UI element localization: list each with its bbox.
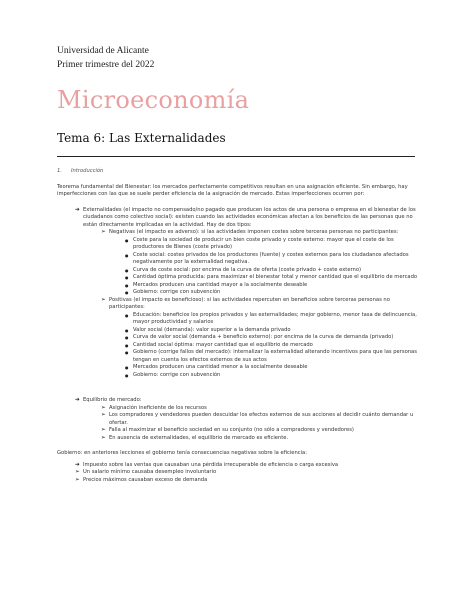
gobierno-paragraph: Gobierno: en anteriores lecciones el gobierno tenía consecuencias negativas sobre la eficiencia: bbox=[57, 450, 307, 456]
list-item: ➢ Los compradores y vendedores pueden descuidar los efectos externos de sus acciones al decidir cuánto demandar u ofertar. bbox=[101, 412, 414, 426]
section-heading bbox=[57, 168, 419, 176]
list-item: ● Coste social: costes privados de los productores (fuente) y costes externos para los ciudadanos afectados negativamente por la externalidad negativa. bbox=[125, 251, 409, 265]
list-item: ● Cantidad social óptima: mayor cantidad que el equilibrio de mercado bbox=[125, 341, 313, 348]
list-item: ● Gobierno (corrige fallos del mercado): internalizar la externalidad alterando incentivos para que las personas tengan en cuenta los efectos externos de sus actos bbox=[125, 349, 417, 363]
section-number: 1. bbox=[57, 168, 62, 174]
arrowhead-icon: ➢ bbox=[75, 469, 80, 475]
list-item: ➢ En ausencia de externalidades, el equilibrio de mercado es eficiente. bbox=[101, 434, 289, 441]
list-item: ➢ Asignación ineficiente de los recursos bbox=[101, 404, 207, 411]
list-item: ➔ Impuesto sobre las ventas que causaban una pérdida irrecuperable de eficiencia o carga excesiva bbox=[75, 461, 339, 468]
bullet-dot-icon: ● bbox=[125, 237, 129, 243]
document-body bbox=[57, 168, 419, 484]
list-item: ➢ Falla al maximizar el beneficio sociedad en su conjunto (no sólo a compradores y vendedores) bbox=[101, 427, 354, 433]
arrowhead-icon: ➢ bbox=[75, 476, 80, 483]
arrow-right-icon: ➔ bbox=[75, 461, 80, 468]
list-item: ● Gobierno: corrige con subvención bbox=[125, 289, 221, 295]
bullet-dot-icon: ● bbox=[125, 327, 129, 333]
section-label: Introducción bbox=[71, 168, 104, 174]
arrowhead-icon: ➢ bbox=[101, 229, 106, 235]
heading-divider bbox=[57, 156, 415, 157]
list-item: ● Gobierno: corrige con subvención bbox=[125, 371, 221, 378]
arrowhead-icon: ➢ bbox=[101, 296, 106, 303]
bullet-dot-icon: ● bbox=[125, 372, 129, 378]
arrowhead-icon: ➢ bbox=[101, 404, 106, 411]
list-item: ➢ Un salario mínimo causaba desempleo involuntario bbox=[75, 469, 217, 475]
bullet-dot-icon: ● bbox=[125, 290, 129, 295]
bullet-dot-icon: ● bbox=[125, 275, 129, 280]
bullet-dot-icon: ● bbox=[125, 267, 129, 273]
list-item: ● Cantidad óptima producida: para maximizar el bienestar total y menor cantidad que el equilibrio de mercado bbox=[125, 274, 418, 280]
arrowhead-icon: ➢ bbox=[101, 434, 106, 441]
bullet-dot-icon: ● bbox=[125, 312, 129, 318]
list-item: ● Curva de valor social (demanda + beneficio externo): por encima de la curva de demanda (privado) bbox=[125, 334, 394, 340]
list-item-externalidades: ➔ Externalidades (el impacto no compensado/no pagado que producen los actos de una persona o empresa en el bienestar de los ciudadanos como colectivo social): existen cuando las actividades económicas afectan a los beneficios de las personas que no están directamente implicadas en la actividad. Hay de dos tipos: bbox=[75, 206, 416, 228]
list-item: ➢ Precios máximos causaban exceso de demanda bbox=[75, 476, 208, 483]
intro-paragraph: Teorema fundamental del Bienestar: los mercados perfectamente competitivos resultan en una asignación eficiente. Sin embargo, hay imperfecciones con las que se suele perder eficiencia de la asignación de mercado. Estas imperfecciones ocurren por: bbox=[57, 183, 408, 197]
list-item: ● Coste para la sociedad de producir un bien coste privado y coste externo: mayor que el coste de los productores de Bienes (coste privado) bbox=[125, 236, 394, 250]
list-item: ● Mercados producen una cantidad mayor a la socialmente deseable bbox=[125, 281, 308, 288]
list-item: ● Educación: beneficios los propios privados y las externalidades; mejor gobierno, menor tasa de delincuencia, mayor productividad y salarios bbox=[125, 311, 417, 325]
arrowhead-icon: ➢ bbox=[101, 412, 106, 418]
bullet-dot-icon: ● bbox=[125, 365, 129, 370]
list-item-positivas: ➢ Positivas (el impacto es beneficioso): si las actividades repercuten en beneficios sobre terceras personas no participantes: bbox=[101, 296, 390, 310]
bullet-dot-icon: ● bbox=[125, 350, 129, 355]
bullet-dot-icon: ● bbox=[125, 335, 129, 340]
arrow-right-icon: ➔ bbox=[75, 206, 80, 213]
arrow-right-icon: ➔ bbox=[75, 397, 80, 403]
list-item-negativas: ➢ Negativas (el impacto es adverso): si las actividades imponen costes sobre terceras personas no participantes: bbox=[101, 229, 399, 235]
bullet-dot-icon: ● bbox=[125, 252, 129, 258]
list-item: ● Curva de coste social: por encima de la curva de oferta (coste privado + coste externo) bbox=[125, 266, 362, 273]
document-header bbox=[57, 44, 154, 72]
university-name: Universidad de Alicante bbox=[57, 46, 149, 56]
list-item: ● Valor social (demanda): valor superior a la demanda privado bbox=[125, 326, 291, 333]
list-item-equilibrio: ➔ Equilibrio de mercado: bbox=[75, 397, 142, 403]
topic-heading: Tema 6: Las Externalidades bbox=[57, 131, 226, 145]
bullet-dot-icon: ● bbox=[125, 342, 129, 348]
term-label: Primer trimestre del 2022 bbox=[57, 60, 155, 70]
list-item: ● Mercados producen una cantidad menor a la socialmente deseable bbox=[125, 364, 308, 370]
arrowhead-icon: ➢ bbox=[101, 427, 106, 433]
document-title: Microeconomía bbox=[57, 86, 250, 114]
bullet-dot-icon: ● bbox=[125, 282, 129, 288]
